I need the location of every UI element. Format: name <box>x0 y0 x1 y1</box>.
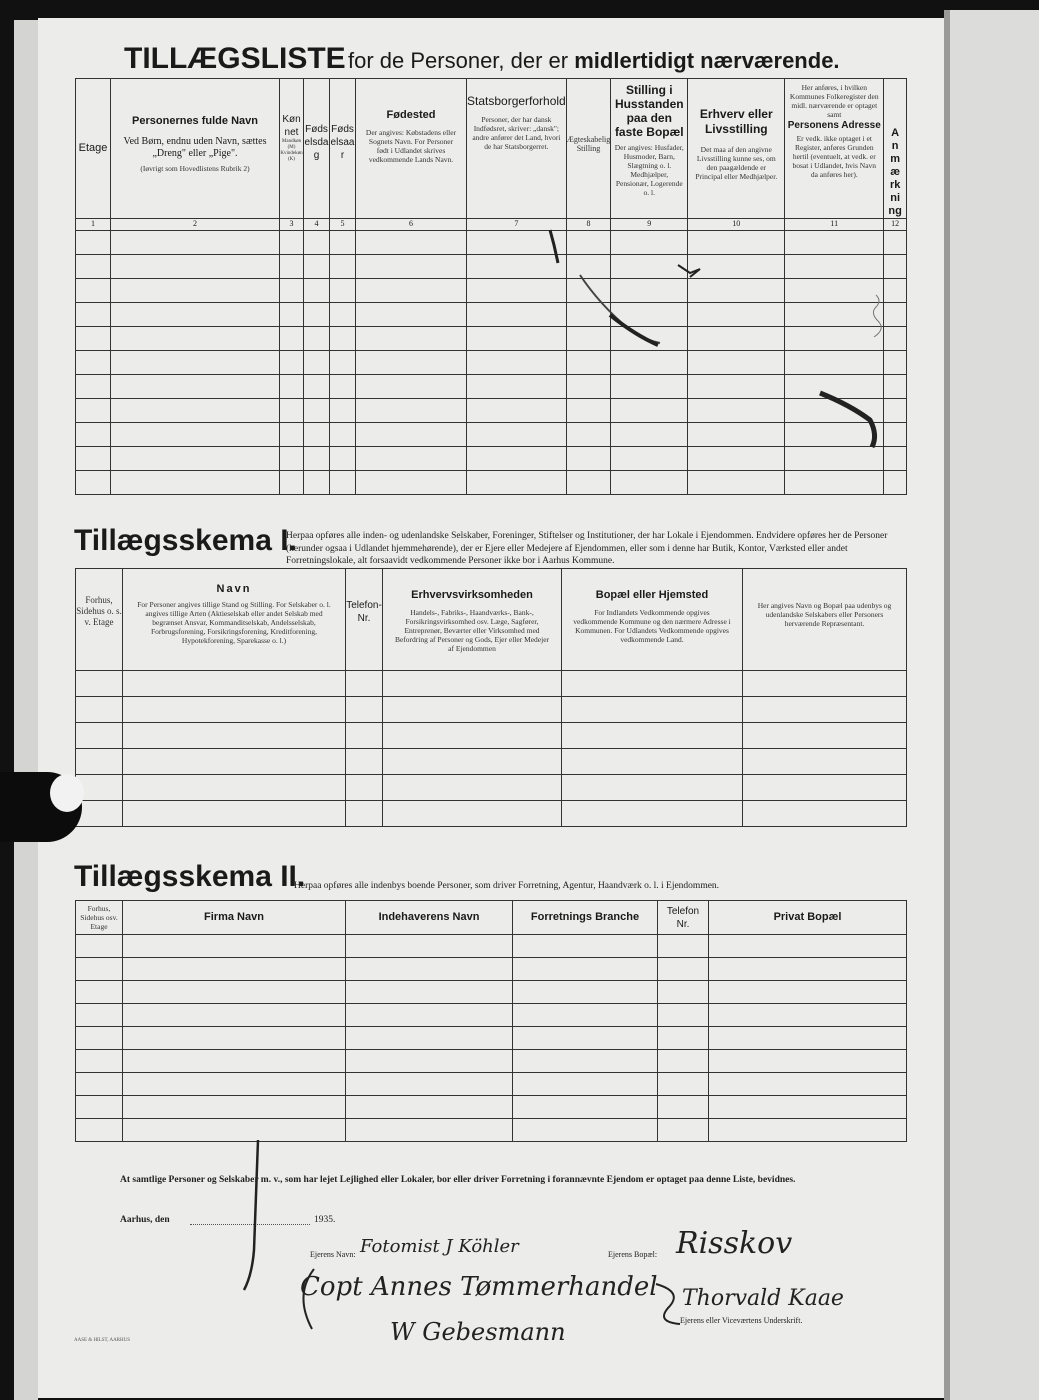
skema2-col-indehaver: Indehaverens Navn <box>346 901 513 935</box>
ink-flourish <box>650 1278 690 1328</box>
main-subtitle <box>348 48 840 74</box>
handwritten-note-line2: W Gebesmann <box>390 1318 566 1346</box>
printer-mark: AASE & HILST, AARHUS <box>74 1338 131 1343</box>
col-anmaerkning-header: Anmærkning <box>884 79 907 219</box>
table-row <box>76 1119 907 1142</box>
table-row <box>76 1027 907 1050</box>
table-row <box>76 935 907 958</box>
ink-vertical-stroke <box>240 1140 270 1300</box>
skema1-col-navn: Navn For Personer angives tillige Stand og Stilling. For Selskaber o. l. angives tillige Arten (Aktieselskab eller andet Selskab med begrænset Ansvar, Kommanditselskab, Andelsselskab, Forbrugsforening, Forsikringsforening, Kreditforening, Hypotekforening, Sparekasse o. l.) <box>123 569 346 671</box>
table-row <box>76 801 907 827</box>
left-page-edge <box>14 20 38 1400</box>
table-row <box>76 671 907 697</box>
handwritten-signature: Thorvald Kaae <box>682 1286 844 1311</box>
skema2-title: Tillægsskema II. <box>74 860 306 893</box>
col-fodested-header: Fødested Der angives: Købstadens eller Sognets Navn. For Personer født i Udlandet skrives vedkommende Lands Navn. <box>356 79 467 219</box>
table-row <box>76 471 907 495</box>
handwritten-owner-address: Risskov <box>676 1226 793 1261</box>
skema1-col-bopael: Bopæl eller Hjemsted For Indlandets Vedkommende opgives vedkommende Kommune og den nærmere Adresse i Kommunen. For Udlandets Vedkommende opgives vedkommende Land. <box>562 569 743 671</box>
table-row <box>76 749 907 775</box>
skema1-col-etage: Forhus, Sidehus o. s. v. Etage <box>76 569 123 671</box>
col-aegteskab-header: Ægteskabelig Stilling <box>566 79 611 219</box>
col-erhverv-header: Erhverv eller Livsstilling Det maa af den angivne Livsstilling kunne ses, om den paagældende er Principal eller Medhjælper. <box>688 79 785 219</box>
skema2-col-branche: Forretnings Branche <box>513 901 658 935</box>
table-row <box>76 958 907 981</box>
skema1-col-erhverv: Erhvervsvirksomheden Handels-, Fabriks-, Haandværks-, Bank-, Forsikringsvirksomhed osv. Læge, Sagfører, Entreprenør, Beværter eller Virksomhed med Befordring af Personer og Gods, Ejer eller Medejer af Ejendommen <box>383 569 562 671</box>
col-husstand-header: Stilling i Husstanden paa den faste Bopæl Der angives: Husfader, Husmoder, Barn, Slægtning o. l. Medhjælper, Pensionær, Logerende o. l. <box>611 79 688 219</box>
skema1-title: Tillægsskema I. <box>74 524 297 557</box>
col-statsborger-header: Statsborgerforhold Personer, der har dansk Indfødsret, skriver: „dansk"; andre anfører det Land, hvori de har Statsborgerret. <box>467 79 567 219</box>
table-row <box>76 981 907 1004</box>
skema1-table <box>75 568 907 827</box>
ink-bracket <box>290 1265 320 1335</box>
table-row <box>76 1073 907 1096</box>
skema1-description: Herpaa opføres alle inden- og udenlandske Selskaber, Foreninger, Stiftelser og Institutioner, der har Lokale i Ejendommen. Endvidere opføres her de Personer (herunder ogsaa i Udlandet hjemmehørende), der er Ejere eller Medejere af Ejendommen, eller som i denne har Butik, Kontor, Værksted eller andet Forretningslokale, alt forsaavidt vedkommende Personer ikke bor i Aarhus Kommune. <box>286 531 888 566</box>
table-row <box>76 697 907 723</box>
col-adresse-header: Her anføres, i hvilken Kommunes Folkeregister den midl. nærværende er optaget samt Personens Adresse Er vedk. ikke optaget i et Register, anføres Grunden hertil (eventuelt, at vedk. er bosat i Udlandet, hvis Navn da anføres her). <box>785 79 884 219</box>
skema2-description: Herpaa opføres alle indenbys boende Personer, som driver Forretning, Agentur, Haandværk o. l. i Ejendommen. <box>294 881 720 891</box>
handwritten-note-line1: Copt Annes Tømmerhandel <box>300 1272 658 1302</box>
skema2-col-firma: Firma Navn <box>123 901 346 935</box>
col-fodselsdag-header: Fødselsdag <box>304 79 330 219</box>
ink-marks <box>540 225 900 455</box>
owner-name-label: Ejerens Navn: <box>310 1250 356 1259</box>
footer-place: Aarhus, den <box>120 1215 170 1225</box>
handwritten-owner-name: Fotomist J Köhler <box>360 1236 519 1257</box>
table-row <box>76 1096 907 1119</box>
col-kon-header: Kønnet Mandkøn (M) Kvindekøn (K) <box>280 79 304 219</box>
main-title: TILLÆGSLISTE <box>124 42 346 75</box>
skema2-table <box>75 900 907 1142</box>
footer-year: 1935. <box>314 1215 336 1225</box>
table-row <box>76 1004 907 1027</box>
skema1-col-repr: Her angives Navn og Bopæl paa udenbys og udenlandske Selskabers eller Personers herværende Repræsentant. <box>743 569 907 671</box>
table-row <box>76 723 907 749</box>
skema1-col-telefon: Telefon-Nr. <box>346 569 383 671</box>
column-numbers-row: 1 2 3 4 5 6 7 8 9 10 11 12 <box>76 219 907 231</box>
skema2-col-telefon: Telefon Nr. <box>658 901 709 935</box>
owner-address-label: Ejerens Bopæl: <box>608 1250 658 1259</box>
footer-statement: At samtlige Personer og Selskaber m. v., som har lejet Lejlighed eller Lokaler, bor eller driver Forretning i forannævnte Ejendom er optaget paa denne Liste, bevidnes. <box>120 1175 796 1185</box>
skema2-col-etage: Forhus, Sidehus osv. Etage <box>76 901 123 935</box>
subtitle-end: nærværende. <box>700 48 840 73</box>
table-row <box>76 775 907 801</box>
table-row <box>76 1050 907 1073</box>
page-clip-highlight <box>50 774 84 812</box>
subtitle-bold: midlertidigt <box>574 48 695 73</box>
subtitle-part1: for de Personer, der er <box>348 48 569 73</box>
col-navn-header: Personernes fulde Navn Ved Børn, endnu uden Navn, sættes „Dreng" eller „Pige". (Iøvrigt som Hovedlistens Rubrik 2) <box>111 79 280 219</box>
col-fodselsaar-header: Fødselsaar <box>330 79 356 219</box>
signature-label: Ejerens eller Viceværtens Underskrift. <box>680 1316 803 1325</box>
col-etage-header: Etage <box>76 79 111 219</box>
next-page-edge <box>950 10 1039 1400</box>
skema2-col-bopael: Privat Bopæl <box>709 901 907 935</box>
